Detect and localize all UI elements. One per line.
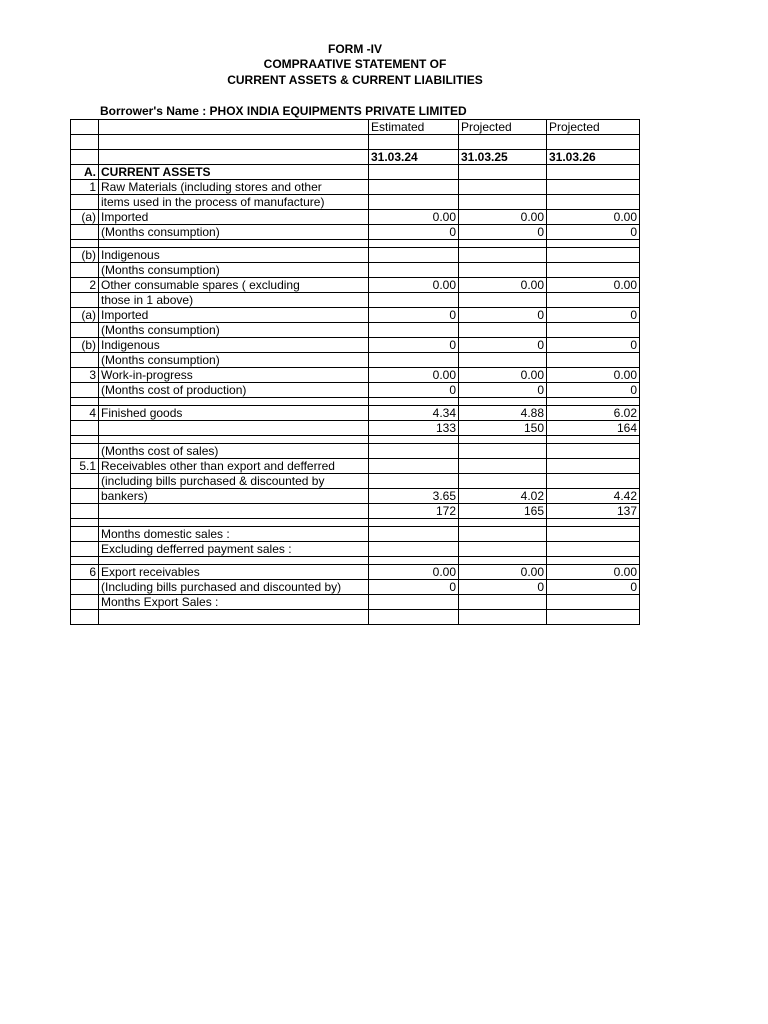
column-header-estimated: Estimated [369, 120, 459, 135]
table-cell [99, 135, 369, 150]
value-cell: 0 [369, 580, 459, 595]
row-label: bankers) [99, 489, 369, 504]
table-cell [459, 527, 547, 542]
value-cell: 165 [459, 504, 547, 519]
borrower-name: Borrower's Name : PHOX INDIA EQUIPMENTS PRIVATE LIMITED [100, 104, 467, 118]
value-cell: 0.00 [547, 368, 640, 383]
table-cell [459, 398, 547, 406]
table-cell [369, 323, 459, 338]
row-number: 3 [71, 368, 99, 383]
column-date-2: 31.03.25 [459, 150, 547, 165]
table-row [71, 368, 640, 383]
table-cell [369, 165, 459, 180]
table-row [71, 580, 640, 595]
table-cell [71, 240, 99, 248]
table-row [71, 542, 640, 557]
table-cell [547, 293, 640, 308]
table-cell [71, 444, 99, 459]
table-row [71, 459, 640, 474]
row-label: Export receivables [99, 565, 369, 580]
table-cell [71, 195, 99, 210]
table-cell [369, 263, 459, 278]
table-cell [99, 436, 369, 444]
row-label: Imported [99, 210, 369, 225]
table-cell [369, 474, 459, 489]
row-label: Work-in-progress [99, 368, 369, 383]
table-cell [547, 474, 640, 489]
table-cell [369, 353, 459, 368]
table-cell [459, 293, 547, 308]
row-label: (Months consumption) [99, 353, 369, 368]
table-cell [71, 474, 99, 489]
row-label: Indigenous [99, 338, 369, 353]
value-cell: 0 [369, 225, 459, 240]
table-row [71, 565, 640, 580]
table-cell [459, 165, 547, 180]
table-cell [71, 610, 99, 625]
table-cell [369, 195, 459, 210]
value-cell: 4.42 [547, 489, 640, 504]
value-cell: 0 [459, 580, 547, 595]
row-label: those in 1 above) [99, 293, 369, 308]
value-cell: 0 [547, 383, 640, 398]
value-cell: 0.00 [547, 278, 640, 293]
table-cell [71, 542, 99, 557]
value-cell: 0 [369, 308, 459, 323]
table-row [71, 263, 640, 278]
table-cell [71, 580, 99, 595]
table-cell [459, 135, 547, 150]
table-cell [547, 610, 640, 625]
row-number: A. [71, 165, 99, 180]
table-cell [99, 519, 369, 527]
spacer-row [71, 398, 640, 406]
table-cell [547, 165, 640, 180]
table-cell [459, 474, 547, 489]
row-number: 5.1 [71, 459, 99, 474]
table-row [71, 504, 640, 519]
column-header-projected-2: Projected [547, 120, 640, 135]
value-cell: 0 [369, 383, 459, 398]
table-cell [71, 489, 99, 504]
row-label: (Including bills purchased and discounted by) [99, 580, 369, 595]
value-cell: 0 [459, 308, 547, 323]
table-cell [547, 444, 640, 459]
table-cell [459, 323, 547, 338]
row-label: (Months cost of production) [99, 383, 369, 398]
value-cell: 137 [547, 504, 640, 519]
table-row [71, 210, 640, 225]
table-cell [547, 527, 640, 542]
table-row [71, 308, 640, 323]
value-cell: 0.00 [369, 368, 459, 383]
spacer-row [71, 519, 640, 527]
table-cell [459, 263, 547, 278]
row-label: Indigenous [99, 248, 369, 263]
spacer-row [71, 240, 640, 248]
table-cell [369, 595, 459, 610]
table-cell [459, 595, 547, 610]
column-date-3: 31.03.26 [547, 150, 640, 165]
row-label: (including bills purchased & discounted by [99, 474, 369, 489]
table-row [71, 383, 640, 398]
table-row [71, 444, 640, 459]
value-cell: 133 [369, 421, 459, 436]
table-cell [369, 444, 459, 459]
table-cell [71, 135, 99, 150]
table-cell [369, 398, 459, 406]
table-cell [71, 225, 99, 240]
value-cell: 4.88 [459, 406, 547, 421]
table-row [71, 135, 640, 150]
value-cell: 4.34 [369, 406, 459, 421]
value-cell: 0.00 [369, 278, 459, 293]
table-cell [369, 527, 459, 542]
table-cell [547, 557, 640, 565]
table-cell [369, 240, 459, 248]
row-label: Raw Materials (including stores and other [99, 180, 369, 195]
spacer-row [71, 557, 640, 565]
table-cell [547, 240, 640, 248]
table-cell [369, 542, 459, 557]
table-cell [459, 459, 547, 474]
table-cell [99, 398, 369, 406]
table-cell [547, 542, 640, 557]
table-cell [459, 610, 547, 625]
form-number: FORM -IV [328, 42, 382, 56]
table-cell [369, 610, 459, 625]
table-cell [99, 150, 369, 165]
column-date-1: 31.03.24 [369, 150, 459, 165]
table-cell [369, 519, 459, 527]
row-number: (a) [71, 210, 99, 225]
table-cell [547, 519, 640, 527]
row-label: Receivables other than export and defferred [99, 459, 369, 474]
table-cell [71, 398, 99, 406]
table-cell [459, 519, 547, 527]
table-cell [99, 504, 369, 519]
table-cell [369, 248, 459, 263]
table-header-row [71, 120, 640, 135]
value-cell: 150 [459, 421, 547, 436]
table-row [71, 195, 640, 210]
row-label: Finished goods [99, 406, 369, 421]
value-cell: 0 [459, 338, 547, 353]
row-label: CURRENT ASSETS [99, 165, 369, 180]
value-cell: 0.00 [459, 278, 547, 293]
value-cell: 4.02 [459, 489, 547, 504]
table-cell [71, 353, 99, 368]
statement-table [70, 119, 640, 625]
value-cell: 0.00 [459, 210, 547, 225]
row-label: Excluding defferred payment sales : [99, 542, 369, 557]
value-cell: 3.65 [369, 489, 459, 504]
row-label: Other consumable spares ( excluding [99, 278, 369, 293]
table-cell [71, 383, 99, 398]
value-cell: 0 [547, 225, 640, 240]
value-cell: 0 [459, 225, 547, 240]
table-cell [71, 293, 99, 308]
table-cell [71, 436, 99, 444]
table-cell [459, 353, 547, 368]
value-cell: 0.00 [459, 368, 547, 383]
table-cell [547, 398, 640, 406]
table-cell [71, 519, 99, 527]
table-cell [459, 557, 547, 565]
table-row [71, 338, 640, 353]
table-cell [369, 459, 459, 474]
table-row [71, 421, 640, 436]
table-cell [71, 557, 99, 565]
table-cell [99, 421, 369, 436]
row-label: items used in the process of manufacture) [99, 195, 369, 210]
table-cell [71, 421, 99, 436]
row-label: Imported [99, 308, 369, 323]
table-cell [71, 120, 99, 135]
table-row [71, 248, 640, 263]
table-row [71, 527, 640, 542]
value-cell: 172 [369, 504, 459, 519]
table-cell [369, 135, 459, 150]
form-title: COMPRAATIVE STATEMENT OF [263, 57, 447, 71]
form-subtitle: CURRENT ASSETS & CURRENT LIABILITIES [227, 73, 483, 87]
value-cell: 0 [547, 308, 640, 323]
table-cell [71, 263, 99, 278]
table-row [71, 489, 640, 504]
value-cell: 164 [547, 421, 640, 436]
table-cell [547, 595, 640, 610]
value-cell: 0.00 [547, 210, 640, 225]
table-row [71, 278, 640, 293]
row-number: 2 [71, 278, 99, 293]
spacer-row [71, 436, 640, 444]
table-cell [459, 542, 547, 557]
table-row [71, 323, 640, 338]
table-cell [369, 557, 459, 565]
table-row [71, 180, 640, 195]
value-cell: 0 [369, 338, 459, 353]
row-label: (Months consumption) [99, 263, 369, 278]
value-cell: 6.02 [547, 406, 640, 421]
table-row [71, 595, 640, 610]
row-label: Months Export Sales : [99, 595, 369, 610]
value-cell: 0 [547, 338, 640, 353]
table-row [71, 610, 640, 625]
column-header-projected-1: Projected [459, 120, 547, 135]
table-cell [99, 240, 369, 248]
table-cell [547, 263, 640, 278]
row-number: 4 [71, 406, 99, 421]
table-cell [547, 180, 640, 195]
value-cell: 0.00 [369, 565, 459, 580]
table-cell [99, 557, 369, 565]
table-cell [71, 595, 99, 610]
table-cell [547, 323, 640, 338]
row-label: Months domestic sales : [99, 527, 369, 542]
row-number: (b) [71, 338, 99, 353]
row-number: (a) [71, 308, 99, 323]
table-cell [459, 436, 547, 444]
table-cell [547, 248, 640, 263]
value-cell: 0.00 [459, 565, 547, 580]
table-cell [547, 436, 640, 444]
table-cell [369, 180, 459, 195]
table-cell [71, 150, 99, 165]
value-cell: 0.00 [547, 565, 640, 580]
row-number: 6 [71, 565, 99, 580]
row-label: (Months consumption) [99, 225, 369, 240]
table-cell [99, 120, 369, 135]
table-cell [459, 180, 547, 195]
table-cell [459, 195, 547, 210]
value-cell: 0 [547, 580, 640, 595]
row-label: (Months cost of sales) [99, 444, 369, 459]
table-row [71, 225, 640, 240]
table-row [71, 406, 640, 421]
table-cell [459, 248, 547, 263]
table-cell [547, 459, 640, 474]
table-date-row [71, 150, 640, 165]
table-cell [369, 293, 459, 308]
row-number: 1 [71, 180, 99, 195]
table-row [71, 293, 640, 308]
table-cell [459, 444, 547, 459]
table-cell [71, 504, 99, 519]
row-number: (b) [71, 248, 99, 263]
table-row [71, 353, 640, 368]
table-cell [547, 135, 640, 150]
table-cell [459, 240, 547, 248]
table-cell [547, 353, 640, 368]
table-cell [369, 436, 459, 444]
value-cell: 0 [459, 383, 547, 398]
table-cell [71, 323, 99, 338]
table-cell [71, 527, 99, 542]
table-cell [99, 610, 369, 625]
table-row [71, 474, 640, 489]
section-row [71, 165, 640, 180]
value-cell: 0.00 [369, 210, 459, 225]
table-cell [547, 195, 640, 210]
row-label: (Months consumption) [99, 323, 369, 338]
